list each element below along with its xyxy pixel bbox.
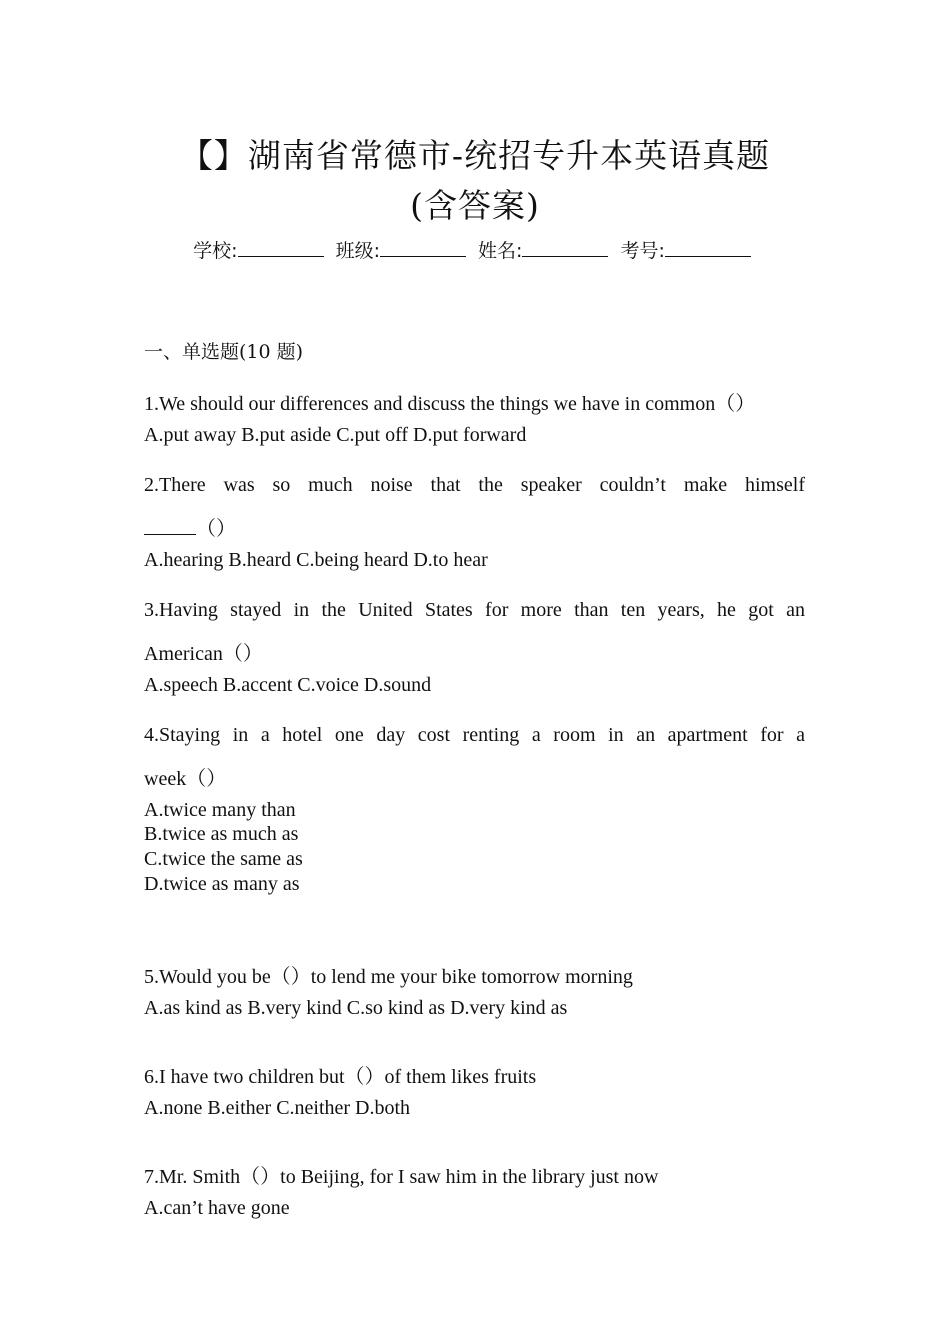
question-7-options: A.can’t have gone [144, 1197, 290, 1219]
name-blank [522, 238, 608, 257]
class-label: 班级: [335, 240, 380, 262]
question-2-paren: （） [196, 518, 236, 540]
question-5-options: A.as kind as B.very kind C.so kind as D.very kind as [144, 997, 568, 1019]
doc-title-line2: (含答案) [410, 186, 540, 225]
question-4-option-b: B.twice as much as [144, 823, 299, 845]
school-blank [238, 238, 324, 257]
question-1-options: A.put away B.put aside C.put off D.put forward [144, 424, 527, 446]
question-2-stem-line2 [144, 512, 236, 541]
question-4-option-a: A.twice many than [144, 799, 296, 821]
question-3-stem-line2: American（） [144, 643, 263, 665]
question-5-stem: 5.Would you be（）to lend me your bike tomorrow morning [144, 966, 633, 988]
question-4-stem-line2: week（） [144, 768, 227, 790]
question-3-options: A.speech B.accent C.voice D.sound [144, 674, 432, 696]
question-4-stem-line1: 4.Staying in a hotel one day cost renting a room in an apartment for a [144, 724, 805, 746]
name-label: 姓名: [478, 240, 523, 262]
section-heading: 一、单选题(10 题) [144, 341, 304, 363]
question-4-option-c: C.twice the same as [144, 848, 303, 870]
question-7-stem: 7.Mr. Smith（）to Beijing, for I saw him in the library just now [144, 1166, 659, 1188]
question-1-stem: 1.We should our differences and discuss the things we have in common（） [144, 393, 756, 415]
class-blank [380, 238, 466, 257]
exam-no-blank [665, 238, 751, 257]
school-label: 学校: [193, 240, 238, 262]
question-6-stem: 6.I have two children but（）of them likes fruits [144, 1066, 537, 1088]
question-4-option-d: D.twice as many as [144, 873, 300, 895]
question-2-options: A.hearing B.heard C.being heard D.to hear [144, 549, 488, 571]
question-6-options: A.none B.either C.neither D.both [144, 1097, 411, 1119]
question-2-stem-line1: 2.There was so much noise that the speaker couldn’t make himself [144, 474, 805, 496]
student-info-fields [0, 236, 950, 263]
exam-no-label: 考号: [620, 240, 665, 262]
answer-blank [144, 516, 196, 535]
question-3-stem-line1: 3.Having stayed in the United States for more than ten years, he got an [144, 599, 805, 621]
doc-title-line1: 【】湖南省常德市-统招专升本英语真题 [179, 136, 771, 175]
